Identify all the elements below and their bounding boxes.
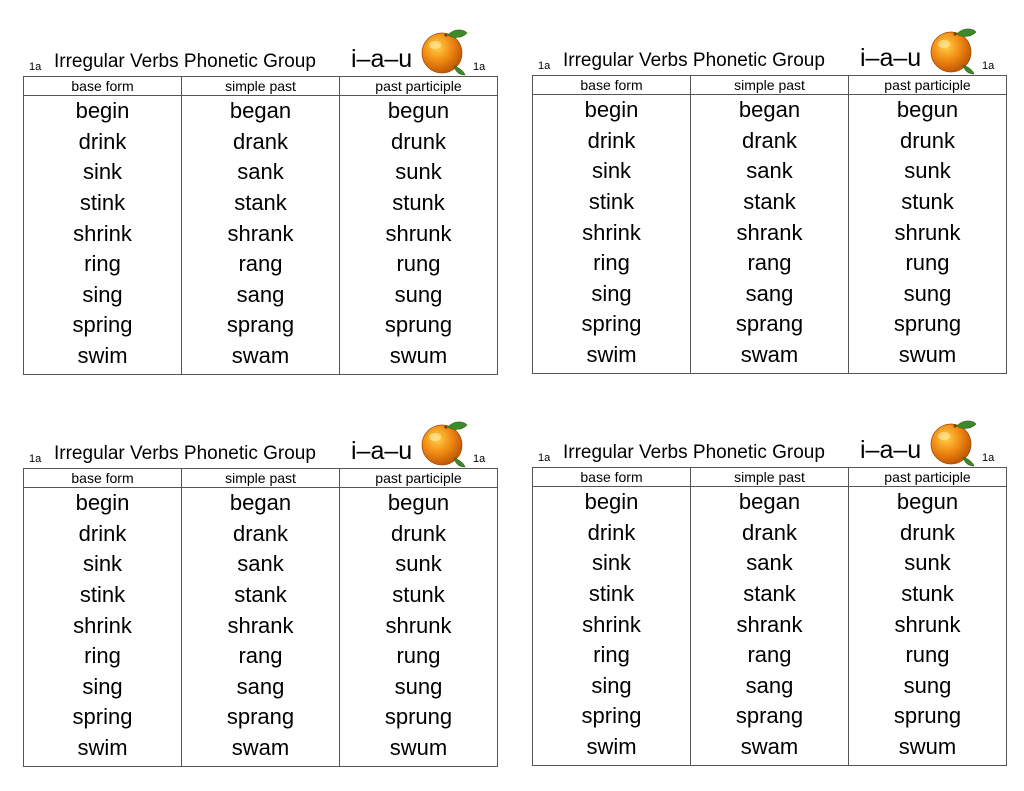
base-form-cell: shrink [533,217,691,248]
past-participle-cell: stunk [849,187,1007,218]
simple-past-cell: began [691,95,849,126]
past-participle-cell: shrunk [340,218,498,249]
simple-past-cell: sank [182,549,340,580]
simple-past-cell: began [182,488,340,519]
column-header-base-form: base form [24,469,182,488]
base-form-cell: swim [533,340,691,374]
simple-past-cell: shrank [691,609,849,640]
simple-past-cell: began [691,487,849,518]
simple-past-cell: sank [691,156,849,187]
table-row [533,579,1007,610]
past-participle-cell: sprung [849,701,1007,732]
card-title: Irregular Verbs Phonetic Group [54,51,316,72]
card-header [23,420,498,468]
table-row [24,310,498,341]
column-header-past-participle: past participle [849,76,1007,95]
base-form-cell: ring [533,640,691,671]
past-participle-cell: swum [340,341,498,375]
past-participle-cell: sunk [340,549,498,580]
table-row [533,732,1007,766]
table-row [533,609,1007,640]
table-row [24,280,498,311]
base-form-cell: stink [533,187,691,218]
past-participle-cell: rung [849,640,1007,671]
simple-past-cell: rang [691,248,849,279]
base-form-cell: shrink [24,610,182,641]
past-participle-cell: stunk [340,580,498,611]
simple-past-cell: stank [691,579,849,610]
simple-past-cell: swam [182,341,340,375]
card-tag-right: 1a [982,60,995,72]
base-form-cell: spring [533,701,691,732]
table-row [533,548,1007,579]
simple-past-cell: rang [182,249,340,280]
past-participle-cell: drunk [849,126,1007,157]
past-participle-cell: rung [340,249,498,280]
base-form-cell: sing [24,280,182,311]
past-participle-cell: swum [849,732,1007,766]
base-form-cell: drink [533,126,691,157]
table-row [24,672,498,703]
simple-past-cell: swam [182,733,340,767]
past-participle-cell: drunk [340,127,498,158]
table-row [533,217,1007,248]
verb-table [532,75,1007,374]
past-participle-cell: sprung [340,310,498,341]
column-header-past-participle: past participle [849,468,1007,487]
simple-past-cell: shrank [691,217,849,248]
base-form-cell: swim [24,733,182,767]
base-form-cell: spring [24,702,182,733]
card-title: Irregular Verbs Phonetic Group [54,443,316,464]
past-participle-cell: stunk [340,188,498,219]
orange-fruit-icon [927,417,979,467]
table-row [24,519,498,550]
simple-past-cell: stank [182,188,340,219]
verb-table [23,76,498,375]
card-header [532,419,1007,467]
header-row [533,76,1007,95]
base-form-cell: sing [24,672,182,703]
base-form-cell: spring [533,309,691,340]
base-form-cell: sing [533,671,691,702]
simple-past-cell: sprang [182,702,340,733]
verb-table [23,468,498,767]
card-tag-left: 1a [538,60,551,72]
table-row [533,279,1007,310]
card-tag-left: 1a [538,452,551,464]
card-tag-left: 1a [29,453,42,465]
table-row [533,640,1007,671]
table-row [533,187,1007,218]
base-form-cell: ring [533,248,691,279]
orange-fruit-icon [418,418,470,468]
vowel-pattern: i–a–u [860,44,922,72]
simple-past-cell: swam [691,340,849,374]
column-header-past-participle: past participle [340,469,498,488]
simple-past-cell: sang [182,672,340,703]
base-form-cell: sink [24,157,182,188]
past-participle-cell: drunk [340,519,498,550]
table-row [24,580,498,611]
card-header [23,28,498,76]
vowel-pattern: i–a–u [351,45,413,73]
past-participle-cell: begun [849,95,1007,126]
table-row [24,733,498,767]
column-header-simple-past: simple past [691,468,849,487]
column-header-past-participle: past participle [340,77,498,96]
table-row [533,95,1007,126]
past-participle-cell: sung [340,280,498,311]
past-participle-cell: drunk [849,518,1007,549]
past-participle-cell: stunk [849,579,1007,610]
table-row [533,518,1007,549]
simple-past-cell: drank [182,519,340,550]
simple-past-cell: shrank [182,610,340,641]
table-row [24,188,498,219]
base-form-cell: ring [24,249,182,280]
simple-past-cell: sprang [691,309,849,340]
base-form-cell: begin [24,96,182,127]
past-participle-cell: sunk [849,156,1007,187]
past-participle-cell: rung [340,641,498,672]
base-form-cell: sink [533,548,691,579]
simple-past-cell: sang [182,280,340,311]
base-form-cell: drink [24,127,182,158]
base-form-cell: swim [533,732,691,766]
card-tag-right: 1a [982,452,995,464]
table-row [24,702,498,733]
vowel-pattern: i–a–u [351,437,413,465]
simple-past-cell: drank [182,127,340,158]
table-row [24,96,498,127]
verb-card-top-left [23,28,498,369]
column-header-simple-past: simple past [182,77,340,96]
past-participle-cell: sung [340,672,498,703]
past-participle-cell: swum [340,733,498,767]
simple-past-cell: sprang [691,701,849,732]
base-form-cell: stink [24,188,182,219]
header-row [533,468,1007,487]
past-participle-cell: shrunk [340,610,498,641]
card-tag-right: 1a [473,61,486,73]
base-form-cell: begin [533,487,691,518]
table-row [24,341,498,375]
simple-past-cell: swam [691,732,849,766]
verb-card-bottom-left [23,420,498,761]
simple-past-cell: sank [691,548,849,579]
base-form-cell: spring [24,310,182,341]
past-participle-cell: begun [340,488,498,519]
column-header-base-form: base form [533,76,691,95]
simple-past-cell: sank [182,157,340,188]
table-row [533,487,1007,518]
table-row [533,156,1007,187]
past-participle-cell: shrunk [849,609,1007,640]
base-form-cell: drink [533,518,691,549]
table-row [24,218,498,249]
verb-table [532,467,1007,766]
simple-past-cell: began [182,96,340,127]
table-row [533,126,1007,157]
simple-past-cell: shrank [182,218,340,249]
column-header-base-form: base form [533,468,691,487]
orange-fruit-icon [927,25,979,75]
column-header-base-form: base form [24,77,182,96]
card-tag-left: 1a [29,61,42,73]
card-tag-right: 1a [473,453,486,465]
past-participle-cell: sung [849,671,1007,702]
column-header-simple-past: simple past [691,76,849,95]
card-title: Irregular Verbs Phonetic Group [563,50,825,71]
base-form-cell: stink [533,579,691,610]
table-row [533,309,1007,340]
past-participle-cell: sprung [340,702,498,733]
verb-card-bottom-right [532,419,1007,760]
table-row [24,249,498,280]
base-form-cell: sink [533,156,691,187]
base-form-cell: sink [24,549,182,580]
simple-past-cell: stank [691,187,849,218]
past-participle-cell: shrunk [849,217,1007,248]
simple-past-cell: rang [182,641,340,672]
card-header [532,27,1007,75]
table-row [24,549,498,580]
simple-past-cell: stank [182,580,340,611]
simple-past-cell: sprang [182,310,340,341]
vowel-pattern: i–a–u [860,436,922,464]
table-row [533,701,1007,732]
table-row [533,671,1007,702]
simple-past-cell: rang [691,640,849,671]
table-row [24,641,498,672]
past-participle-cell: begun [340,96,498,127]
simple-past-cell: drank [691,518,849,549]
past-participle-cell: sung [849,279,1007,310]
simple-past-cell: sang [691,279,849,310]
simple-past-cell: drank [691,126,849,157]
header-row [24,469,498,488]
orange-fruit-icon [418,26,470,76]
simple-past-cell: sang [691,671,849,702]
past-participle-cell: sprung [849,309,1007,340]
base-form-cell: ring [24,641,182,672]
table-row [24,127,498,158]
base-form-cell: begin [24,488,182,519]
past-participle-cell: rung [849,248,1007,279]
table-row [533,340,1007,374]
card-title: Irregular Verbs Phonetic Group [563,442,825,463]
verb-card-top-right [532,27,1007,368]
past-participle-cell: sunk [849,548,1007,579]
base-form-cell: sing [533,279,691,310]
table-row [24,488,498,519]
past-participle-cell: swum [849,340,1007,374]
column-header-simple-past: simple past [182,469,340,488]
past-participle-cell: begun [849,487,1007,518]
base-form-cell: shrink [533,609,691,640]
table-row [24,157,498,188]
header-row [24,77,498,96]
base-form-cell: begin [533,95,691,126]
base-form-cell: shrink [24,218,182,249]
past-participle-cell: sunk [340,157,498,188]
table-row [533,248,1007,279]
base-form-cell: stink [24,580,182,611]
base-form-cell: drink [24,519,182,550]
base-form-cell: swim [24,341,182,375]
table-row [24,610,498,641]
